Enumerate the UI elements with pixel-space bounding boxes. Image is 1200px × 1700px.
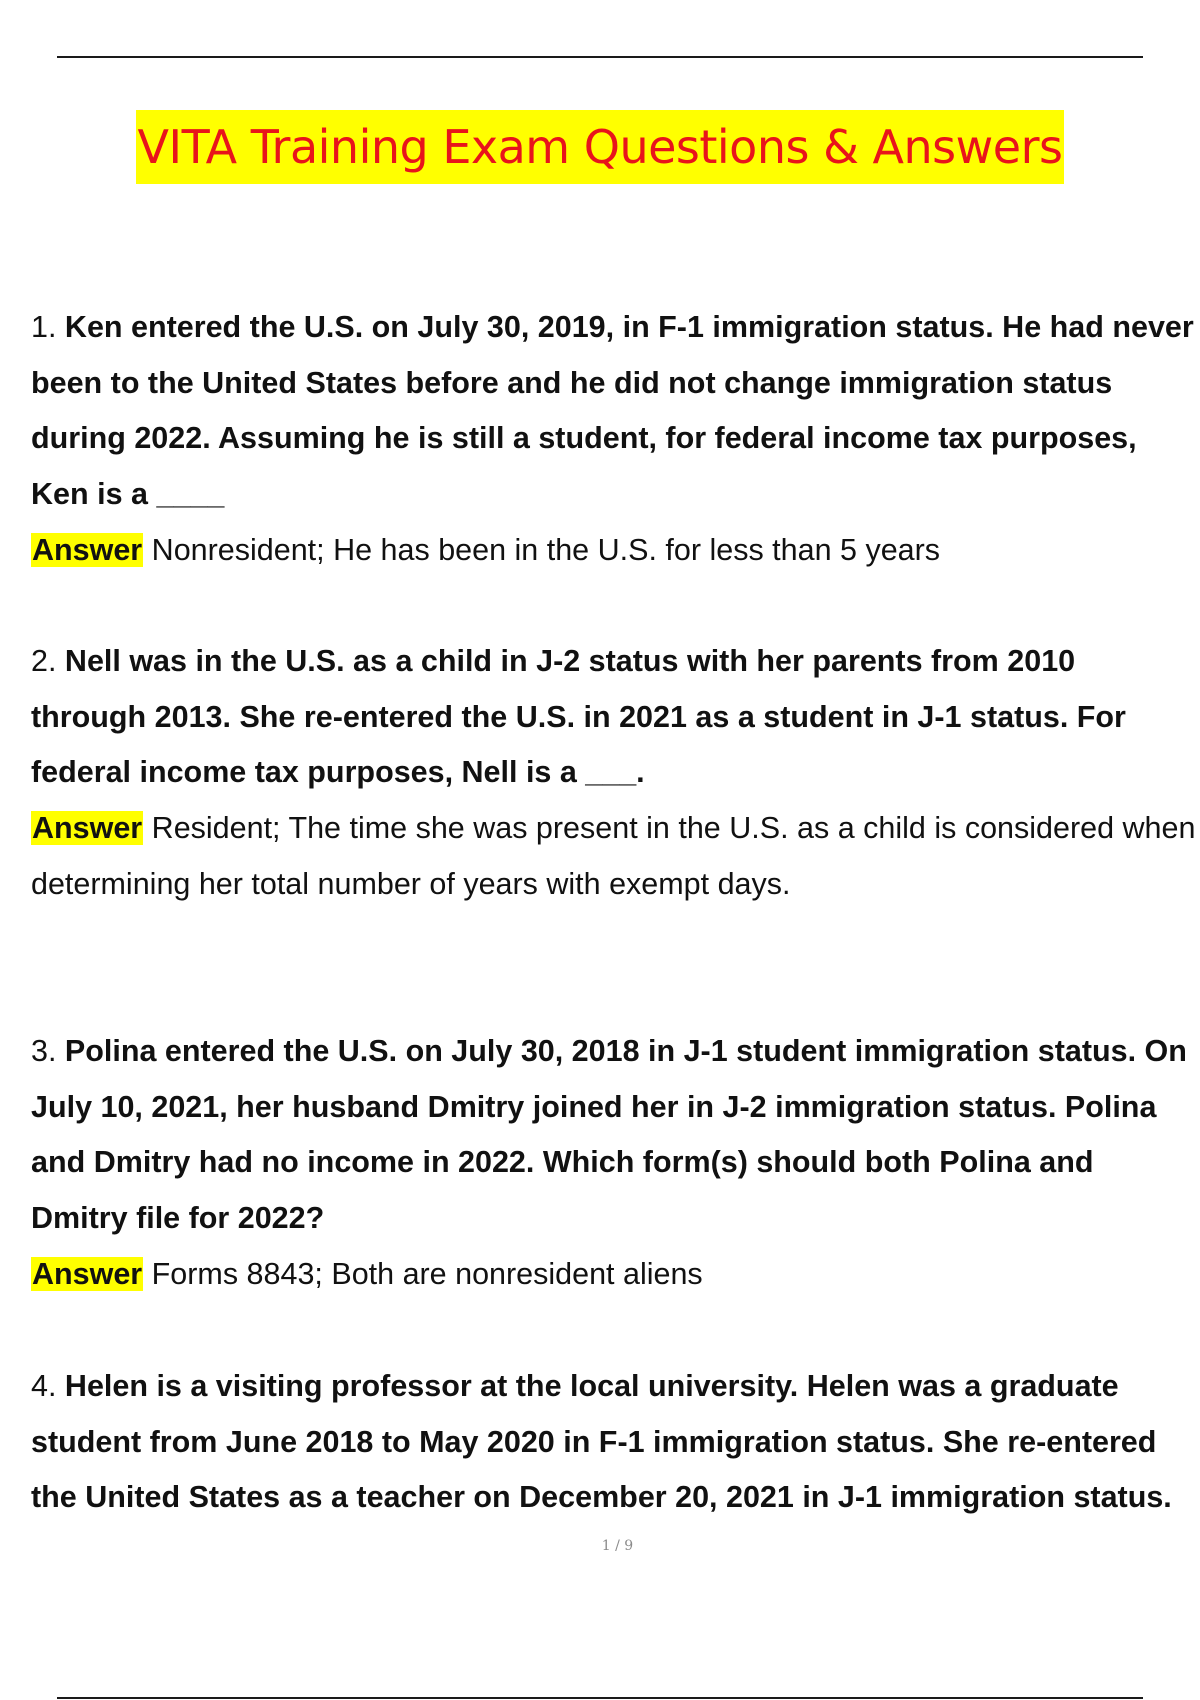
question-text: Nell was in the U.S. as a child in J-2 status with her parents from 2010 through 2013. She re-entered the U.S. in 2021 as a student in J-1 status. For federal income tax purposes, Nell is a ___. (31, 644, 1126, 790)
title-container (0, 110, 1200, 184)
question-text: Helen is a visiting professor at the local university. Helen was a graduate student from June 2018 to May 2020 in F-1 immigration status. She re-entered the United States as a teacher on December 20, 2021 in J-1 immigration status. (31, 1369, 1172, 1515)
answer-3 (31, 1247, 1196, 1303)
page-indicator: 1 / 9 (601, 1538, 634, 1554)
question-block-4 (31, 1359, 1196, 1526)
document-title: VITA Training Exam Questions & Answers (136, 110, 1065, 184)
answer-text: Nonresident; He has been in the U.S. for less than 5 years (151, 532, 941, 567)
question-number: 3. (31, 1034, 57, 1068)
answer-text: Forms 8843; Both are nonresident aliens (151, 1256, 703, 1291)
question-text: Ken entered the U.S. on July 30, 2019, in F-1 immigration status. He had never been to the United States before and he did not change immigration status during 2022. Assuming he is still a student, for federal income tax purposes, Ken is a ____ (31, 310, 1194, 512)
question-text: Polina entered the U.S. on July 30, 2018 in J-1 student immigration status. On July 10, 2021, her husband Dmitry joined her in J-2 immigration status. Polina and Dmitry had no income in 2022. Which form(s) should both Polina and Dmitry file for 2022? (31, 1034, 1187, 1236)
top-divider (57, 56, 1143, 58)
answer-label: Answer (32, 532, 143, 567)
answer-text: Resident; The time she was present in the U.S. as a child is considered when (151, 811, 1196, 846)
question-number: 4. (31, 1369, 57, 1403)
question-3 (31, 1024, 1196, 1247)
question-2 (31, 634, 1196, 801)
question-block-3 (31, 1024, 1196, 1303)
question-block-2 (31, 634, 1196, 913)
answer-label: Answer (32, 811, 143, 846)
bottom-divider (57, 1697, 1143, 1699)
question-1 (31, 300, 1196, 523)
answer-continuation: determining her total number of years with exempt days. (31, 866, 791, 901)
question-number: 2. (31, 644, 57, 678)
question-4 (31, 1359, 1196, 1526)
answer-label: Answer (32, 1256, 143, 1291)
answer-1 (31, 523, 1196, 579)
question-block-1 (31, 300, 1196, 579)
question-number: 1. (31, 310, 57, 344)
answer-2 (31, 801, 1196, 857)
